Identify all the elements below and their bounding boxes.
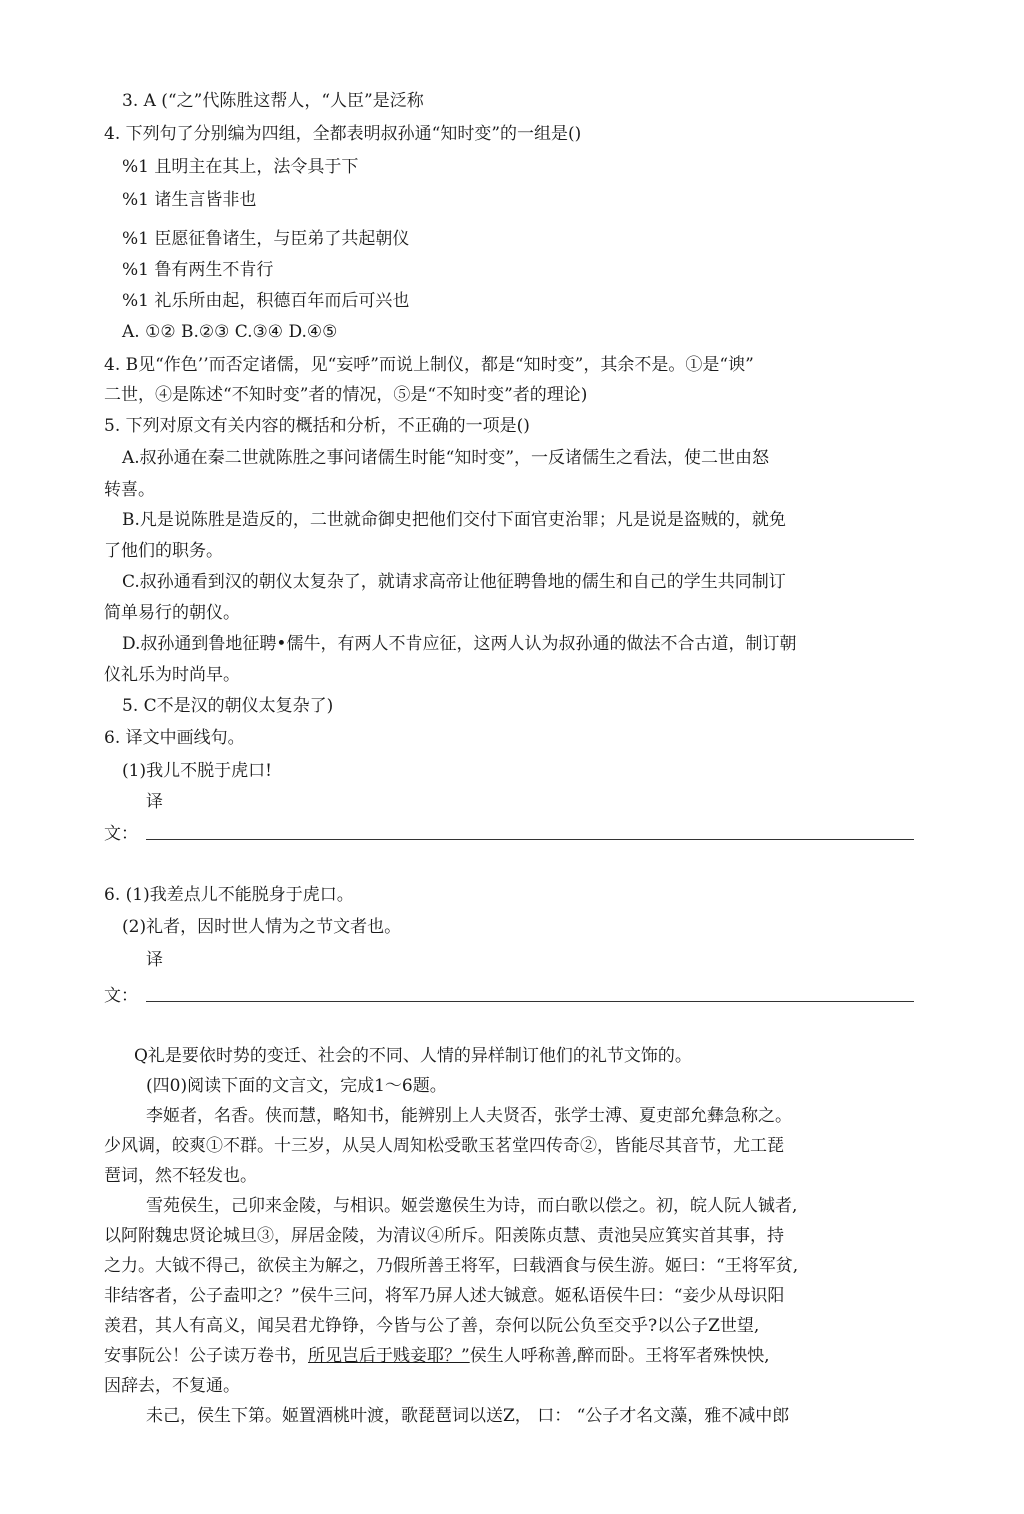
translation-label-1: 译 <box>146 792 163 812</box>
option-5: %1 礼乐所由起，积德百年而后可兴也 <box>122 291 410 311</box>
choice-5b-line1: B.凡是说陈胜是造反的，二世就命御史把他们交付下面官吏治罪；凡是说是盗贼的，就免 <box>122 510 786 530</box>
choices-4: A. ①② B.②③ C.③④ D.④⑤ <box>122 322 338 342</box>
passage-line-10: 因辞去，不复通。 <box>104 1376 240 1396</box>
answer-4-line1: 4. B见“作色’’而否定诸儒，见“妄呼”而说上制仪，都是“知时变”，其余不是。①是“谀” <box>104 355 754 375</box>
choice-5a-line2: 转喜。 <box>104 480 155 500</box>
answer-3: 3. A (“之”代陈胜这帮人，“人臣”是泛称 <box>122 91 424 111</box>
section-heading: (四0)阅读下面的文言文，完成1～6题。 <box>146 1076 447 1096</box>
passage-line-9-end: 侯生人呼称善,醉而卧。王将军者殊怏怏, <box>469 1346 770 1366</box>
passage-line-1: 李姬者，名香。侠而慧，略知书，能辨别上人夫贤否，张学士溥、夏吏部允彝急称之。 <box>146 1106 792 1126</box>
answer-6-1: 6. (1)我差点儿不能脱身于虎口。 <box>104 885 354 905</box>
sentence-2: (2)礼者，因时世人情为之节文者也。 <box>122 917 402 937</box>
answer-blank-2 <box>146 1001 914 1002</box>
sentence-1: (1)我儿不脱于虎口! <box>122 761 272 781</box>
translation-label-1b: 文： <box>104 824 138 844</box>
passage-line-3: 琶词，然不轻发也。 <box>104 1166 257 1186</box>
question-4: 4. 下列句了分别编为四组，全都表明叔孙通“知时变”的一组是() <box>104 124 582 144</box>
choice-5a-line1: A.叔孙通在秦二世就陈胜之事问诸儒生时能“知时变”，一反诸儒生之看法，使二世由怒 <box>122 448 770 468</box>
choice-5c-line1: C.叔孙通看到汉的朝仪太复杂了，就请求高帝让他征聘鲁地的儒生和自己的学生共同制订 <box>122 572 786 592</box>
choice-5c-line2: 简单易行的朝仪。 <box>104 603 240 623</box>
passage-line-8: 羡君，其人有高义，闻吴君尤铮铮，今皆与公了善，奈何以阮公负至交乎?以公子Z世望, <box>104 1316 760 1336</box>
answer-4-line2: 二世，④是陈述“不知时变”者的情况，⑤是“不知时变”者的理论) <box>104 385 588 405</box>
question-6: 6. 译文中画线句。 <box>104 728 245 748</box>
option-2: %1 诸生言皆非也 <box>122 190 257 210</box>
passage-line-9 <box>104 1345 770 1367</box>
translation-label-2b: 文： <box>104 986 138 1006</box>
choice-5d-line1: D.叔孙通到鲁地征聘•儒牛，有两人不肯应征，这两人认为叔孙通的做法不合古道，制订朝 <box>122 634 797 654</box>
passage-line-4: 雪苑侯生，己卯来金陵，与相识。姬尝邀侯生为诗，而白歌以偿之。初，皖人阮人铖者, <box>146 1196 798 1216</box>
passage-line-11: 未己，侯生下第。姬置酒桃叶渡，歌琵琶词以送Z， 口： “公子才名文藻，雅不减中郎 <box>146 1406 790 1426</box>
underlined-sentence: 所见岂后于贱妾耶？” <box>308 1346 470 1366</box>
answer-5: 5. C不是汉的朝仪太复杂了) <box>122 696 334 716</box>
passage-line-6: 之力。大钺不得己，欲侯主为解之，乃假所善王将军，曰载酒食与侯生游。姬曰：“王将军贫, <box>104 1256 799 1276</box>
passage-line-9-start: 安事阮公！公子读万卷书， <box>104 1346 308 1366</box>
question-5: 5. 下列对原文有关内容的概括和分析，不正确的一项是() <box>104 416 530 436</box>
option-1: %1 且明主在其上，法令具于下 <box>122 157 359 177</box>
answer-6-2: Q礼是要依时势的变迁、社会的不同、人情的异样制订他们的礼节文饰的。 <box>134 1046 692 1066</box>
choice-5d-line2: 仪礼乐为时尚早。 <box>104 665 240 685</box>
passage-line-2: 少风调，皎爽①不群。十三岁，从吴人周知松受歌玉茗堂四传奇②，皆能尽其音节，尤工琵 <box>104 1136 784 1156</box>
choice-5b-line2: 了他们的职务。 <box>104 541 223 561</box>
translation-label-2: 译 <box>146 950 163 970</box>
option-4: %1 鲁有两生不肯行 <box>122 260 274 280</box>
passage-line-7: 非结客者，公子盍叩之？”侯牛三问，将军乃屏人述大铖意。姬私语侯牛曰：“妾少从母识阳 <box>104 1286 785 1306</box>
option-3: %1 臣愿征鲁诸生，与臣弟了共起朝仪 <box>122 229 410 249</box>
answer-blank-1 <box>146 839 914 840</box>
passage-line-5: 以阿附魏忠贤论城旦③，屏居金陵，为清议④所斥。阳羡陈贞慧、责池吴应箕实首其事，持 <box>104 1226 784 1246</box>
